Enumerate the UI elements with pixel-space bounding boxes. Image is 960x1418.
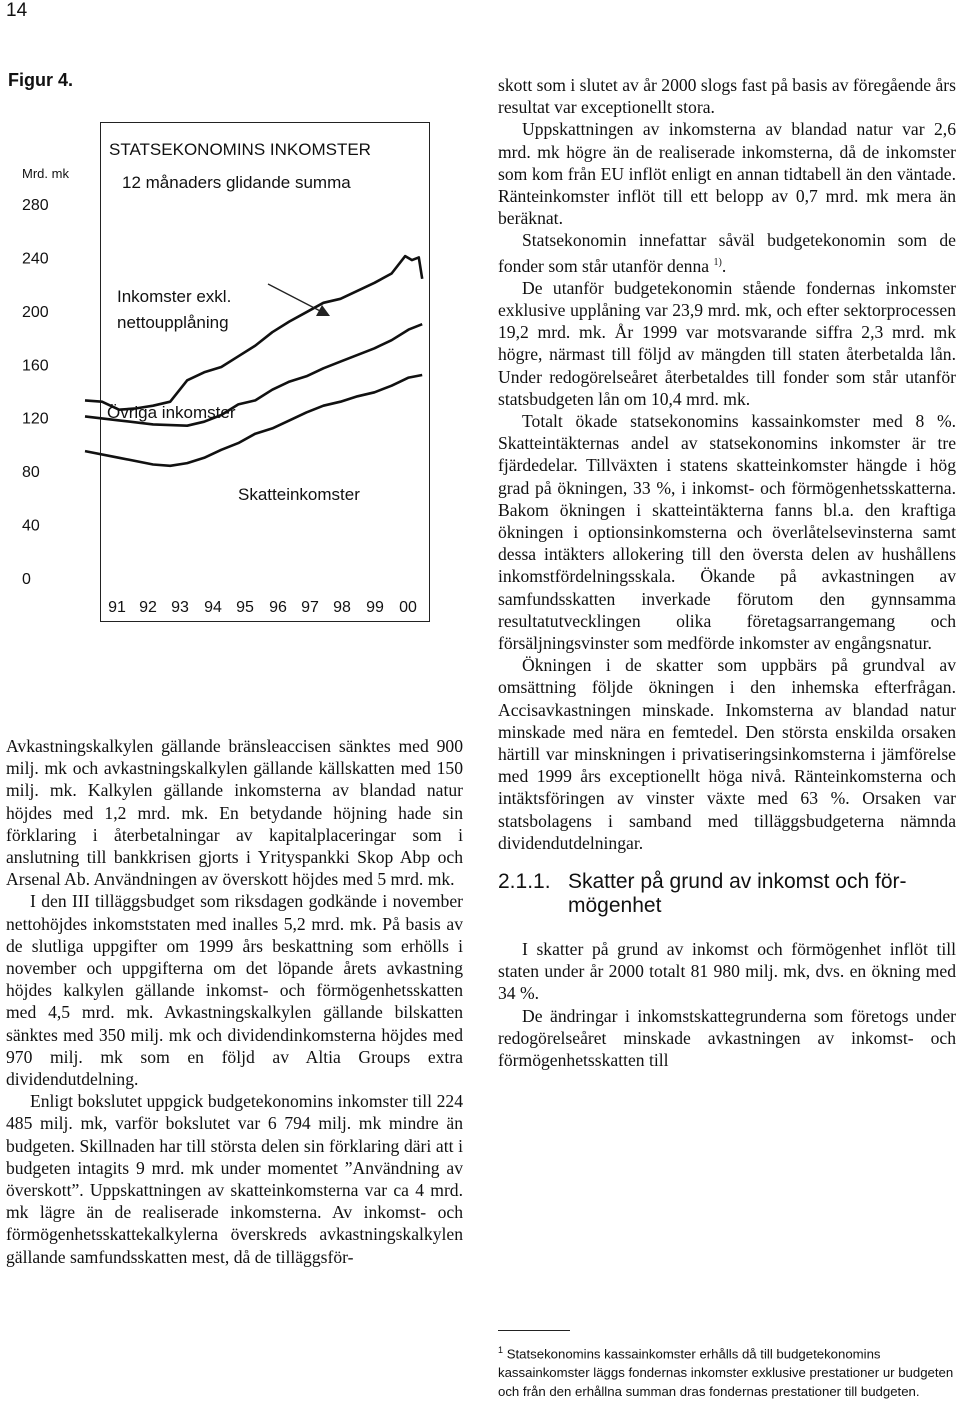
chart-subtitle: 12 månaders glidande summa bbox=[122, 173, 351, 192]
y-tick-label: 0 bbox=[22, 571, 31, 588]
x-tick-label: 92 bbox=[139, 599, 157, 616]
left-column bbox=[6, 735, 463, 1268]
left-paragraph-2: I den III tilläggsbudget som riksdagen godkände i november nettohöjdes inkomststaten med inalles 5,2 mrd. mk. På basis av de slutliga uppgifter om 1999 års beskattning som erhölls i november och uppgifterna om det löpande årets avkastning höjdes kalkylen gällande inkomst- och förmögenhetsskatten med 4,5 mrd. mk. Avkastningskalkylen gällande bilskatten sänktes med 350 milj. mk och dividendinkomsterna höjdes med 970 milj. mk som en följd av Altia Groups extra dividendutdelning. bbox=[6, 891, 463, 1090]
y-tick-label: 160 bbox=[22, 357, 49, 375]
y-tick-label: 120 bbox=[22, 410, 49, 428]
section-number: 2.1.1. bbox=[498, 869, 551, 893]
footnote-marker: 1 bbox=[498, 1345, 504, 1355]
x-tick-label: 94 bbox=[204, 599, 222, 616]
left-paragraph-3: Enligt bokslutet uppgick budgetekonomins inkomster till 224 485 milj. mk, varför bokslutet var 6 794 milj. mk mindre än budgeten. Skillnaden har till största delen sin förklaring däri att i budgeten intagits 9 mrd. mk under momentet ”Användning av överskott”. Uppskattningen av skatteinkomsterna var ca 4 mrd. mk lägre än de realiserade inkomsterna. Av inkomst- och förmögenhetsskattekalkylerna överskreds avkastningskalkylen gällande samfundsskatten mest, då de tilläggsför- bbox=[6, 1091, 463, 1267]
right-paragraph-2: Statsekonomin innefattar såväl budgetekonomin som de fonder som står utanför denna $^{1)}$. bbox=[498, 230, 956, 276]
footnote-ref: 1) bbox=[713, 256, 722, 268]
right-paragraph-5: Ökningen i de skatter som uppbärs på grundval av omsättning följde ökningen i den inhemska efterfrågan. Accisavkastningen minskade. Inkomsterna av blandad natur minskade med nära en femtedel. Den största enskilda orsaken härtill var minskningen i privatiseringsinkomsterna i jämförelse med 1999 års exceptionellt höga nivå. Ränteinkomsterna och intäktsföringen av vinster växte med 63 %. Orsaken var statsbolagens i samband med tilläggsbudgeterna nämnda dividendutdelningar. bbox=[498, 655, 956, 853]
right-paragraph-1: Uppskattningen av inkomsterna av blandad natur var 2,6 mrd. mk högre än de realiserade inkomsterna, då de inkomster som kom från EU inflöt enligt en annan tidtabell än den väntade. Ränteinkomster inflöt till ett belopp av 0,7 mrd. mk mera än beräknat. bbox=[498, 119, 956, 229]
footnote-text: Statsekonomins kassainkomster erhålls då till budgetekonomins kassainkomster läggs fondernas inkomster exklusive prestationer ur budgeten och från den erhållna summan dras fondernas prestationer till budgeten. bbox=[498, 1346, 954, 1400]
x-tick-label: 00 bbox=[399, 599, 417, 616]
x-tick-label: 91 bbox=[108, 599, 126, 616]
income-chart bbox=[0, 0, 460, 640]
y-tick-label: 200 bbox=[22, 303, 49, 321]
series-label-other: Övriga inkomster bbox=[107, 403, 236, 422]
pointer-arrow-line bbox=[268, 284, 326, 314]
figure-label: Figur 4. bbox=[8, 70, 74, 90]
x-tick-label: 95 bbox=[236, 599, 254, 616]
y-tick-label: 280 bbox=[22, 197, 49, 214]
y-unit-label: Mrd. mk bbox=[22, 166, 69, 181]
x-tick-label: 98 bbox=[333, 599, 351, 616]
left-paragraph-1: Avkastningskalkylen gällande bränsleaccisen sänktes med 900 milj. mk och avkastningskalkylen gällande källskatten med 150 milj. mk. Kalkylen gällande inkomsterna av blandad natur höjdes med 1,2 mrd. mk. En betydande höjning hade sin förklaring i återbetalningar av kapitalplaceringar som i anslutning till bankkrisen gjorts i Yrityspankki Skop Abp och Arsenal Ab. Användningen av överskott höjdes med 5 mrd. mk. bbox=[6, 736, 463, 890]
right-paragraph-3: De utanför budgetekonomin stående fondernas inkomster exklusive upplåning var 23,9 mrd. mk, och efter sektorprocessen 19,2 mrd. mk. År 1999 var motsvarande siffra 2,3 mrd. mk högre, närmast till följd av mängden till staten återbetalda lån. Under redogörelseåret återbetaldes till fonder som står utanför statsbudgeten lån om 10,4 mrd. mk. bbox=[498, 277, 956, 409]
section-heading bbox=[498, 870, 956, 918]
right-intro: skott som i slutet av år 2000 slogs fast på basis av föregående års resultat var exceptionellt stora. bbox=[498, 75, 956, 118]
right-paragraph-4: Totalt ökade statsekonomins kassainkomster med 8 %. Skatteintäkternas andel av statsekonomins inkomster är tre fjärdedelar. Tillväxten i statens skatteinkomster hängde i hög grad på ökningen, 33 %, i inkomst- och förmögenhetsskatterna. Bakom ökningen i skatteintäkterna fanns bl.a. den kraftiga ökningen i optionsinkomsterna och överlåtelsevinsterna samt dessa intäkters allokering till den översta delen av hushållens inkomstfördelningsskala. Ökande på avkastningen av samfundsskatten inverkade förutom den gynnsamma resultatutvecklingen olika företagsarrangemang och försäljningsvinster som medförde inkomster av engångsnatur. bbox=[498, 410, 956, 653]
section-title-line2: mögenhet bbox=[568, 893, 662, 917]
x-tick-label: 93 bbox=[171, 599, 189, 616]
x-tick-label: 96 bbox=[269, 599, 287, 616]
x-tick-label: 99 bbox=[366, 599, 384, 616]
y-tick-label: 40 bbox=[22, 517, 40, 535]
footnote-rule bbox=[498, 1330, 570, 1331]
y-tick-label: 80 bbox=[22, 464, 40, 482]
section-title-line1: Skatter på grund av inkomst och för- bbox=[568, 869, 907, 893]
series-label-total-line1: Inkomster exkl. bbox=[117, 287, 232, 306]
section-paragraph-2: De ändringar i inkomstskattegrunderna som företogs under redogörelseåret minskade avkastningen av inkomst- och förmögenhetsskatten till bbox=[498, 1005, 956, 1070]
footnote bbox=[498, 1341, 958, 1401]
section-paragraph-1: I skatter på grund av inkomst och förmögenhet inflöt till staten under år 2000 totalt 81 980 milj. mk, dvs. en ökning med 34 %. bbox=[498, 938, 956, 1004]
series-label-tax: Skatteinkomster bbox=[238, 485, 360, 504]
page-number: 14 bbox=[6, 0, 28, 21]
chart-title: STATSEKONOMINS INKOMSTER bbox=[109, 140, 371, 159]
right-column bbox=[498, 74, 956, 1071]
series-line-total bbox=[85, 256, 422, 410]
series-label-total-line2: nettoupplåning bbox=[117, 313, 229, 332]
x-tick-label: 97 bbox=[301, 599, 319, 616]
y-tick-label: 240 bbox=[22, 250, 49, 268]
right-paragraph-2-text: Statsekonomin innefattar såväl budgetekonomin som de fonder som står utanför denna bbox=[498, 230, 956, 276]
